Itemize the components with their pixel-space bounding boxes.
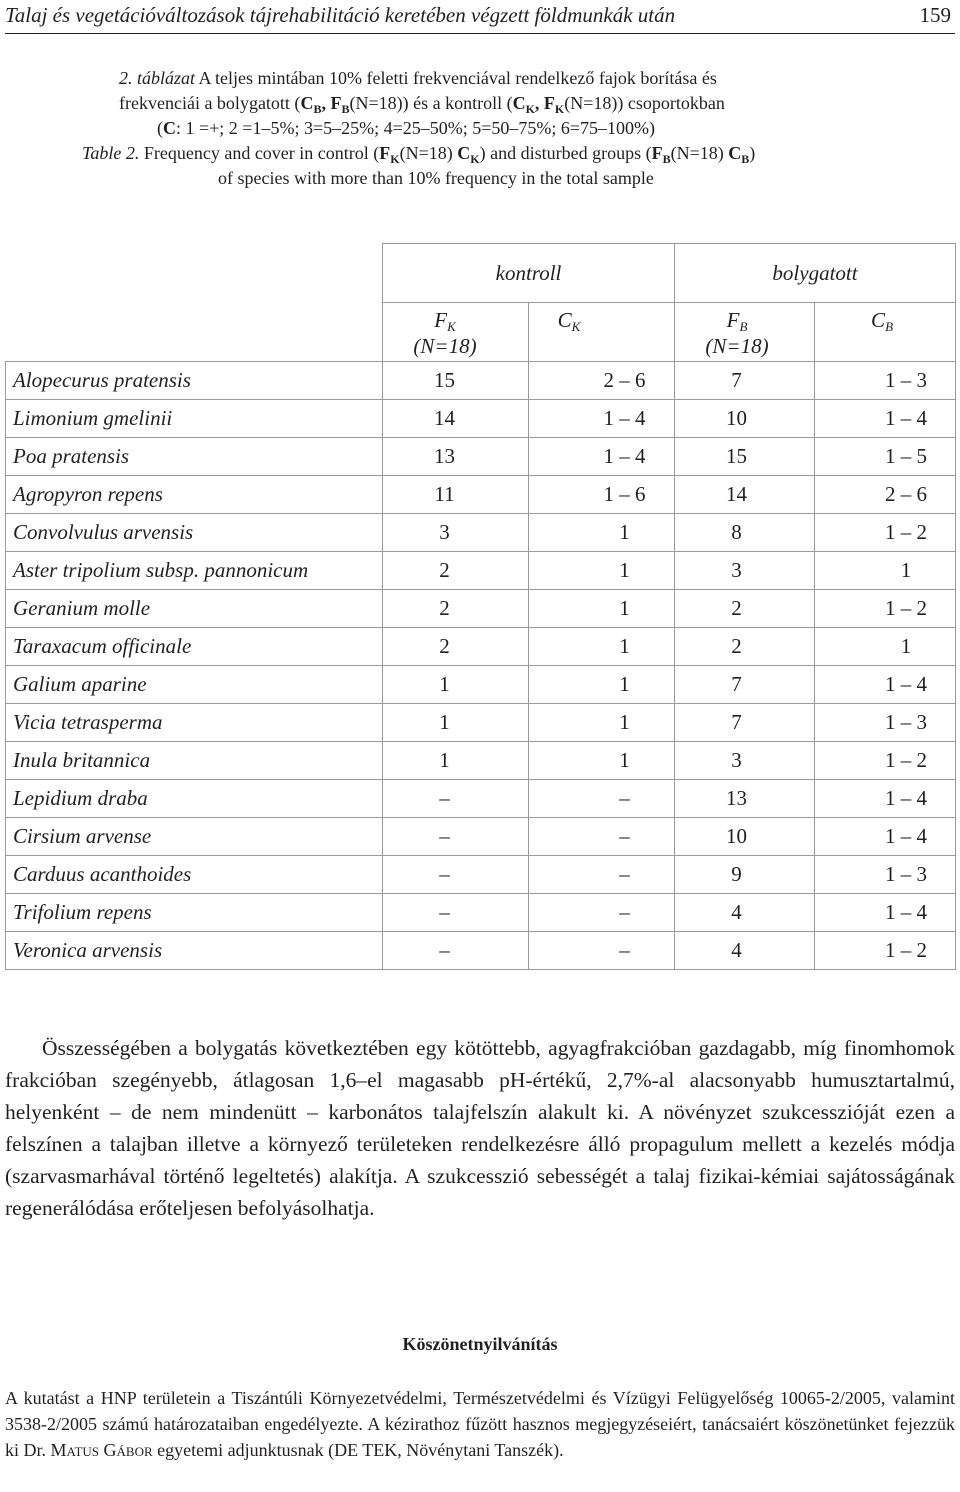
table-corner xyxy=(6,244,383,303)
species-name: Inula britannica xyxy=(6,742,383,780)
col-fk: $F_K$ (N=18) xyxy=(383,303,529,362)
cb-value: 1 – 5 xyxy=(815,438,956,476)
fk-value: 2 xyxy=(383,590,529,628)
species-name: Limonium gmelinii xyxy=(6,400,383,438)
ck-value: 1 xyxy=(529,704,675,742)
column-header-row xyxy=(6,303,956,362)
table-row xyxy=(6,894,956,932)
caption-hu-line-1: 2. táblázat A teljes mintában 10% feletti frekvenciával rendelkező fajok borítása és xyxy=(119,68,717,88)
species-name: Veronica arvensis xyxy=(6,932,383,970)
ck-value: 1 xyxy=(529,552,675,590)
cb-value: 1 – 4 xyxy=(815,780,956,818)
caption-hu-line-2: frekvenciái a bolygatott ($C_B$, $F_B(N=18)$) és a kontroll ($C_K$, $F_K(N=18)$) csoportokban xyxy=(119,93,725,116)
ck-value: – xyxy=(529,818,675,856)
species-name: Aster tripolium subsp. pannonicum xyxy=(6,552,383,590)
table-row xyxy=(6,438,956,476)
body-paragraph: Összességében a bolygatás következtében egy kötöttebb, agyagfrakcióban gazdagabb, míg finomhomok frakcióban szegényebb, átlagosan 1,6–el magasabb pH-értékű, 2,7%-al alacsonyabb humusztartalmú, helyenként – de nem mindenütt – karbonátos talajfelszín alakult ki. A növényzet szukcesszióját ezen a felszínen a talajban illetve a környező területeken rendelkezésre álló propagulum mellett a kezelés módja (szarvasmarhával történő legeltetés) alakítja. A szukcesszió sebességét a talaj fizikai-kémiai sajátosságának regenerálódása erőteljesen befolyásolhatja. xyxy=(5,1036,955,1220)
fk-value: 14 xyxy=(383,400,529,438)
cb-value: 1 – 4 xyxy=(815,666,956,704)
table-row xyxy=(6,476,956,514)
page-number: 159 xyxy=(919,3,951,27)
cb-value: 1 – 2 xyxy=(815,590,956,628)
fk-value: – xyxy=(383,932,529,970)
species-name: Agropyron repens xyxy=(6,476,383,514)
fk-value: 2 xyxy=(383,552,529,590)
table-row xyxy=(6,704,956,742)
fb-value: 10 xyxy=(675,400,815,438)
species-name: Galium aparine xyxy=(6,666,383,704)
acknowledgement-title: Köszönetnyilvánítás xyxy=(402,1334,558,1354)
table-row xyxy=(6,780,956,818)
fb-value: 7 xyxy=(675,704,815,742)
table-row xyxy=(6,628,956,666)
col-fb: $F_B$ (N=18) xyxy=(675,303,815,362)
fb-value: 14 xyxy=(675,476,815,514)
caption-hu-label: 2. táblázat xyxy=(119,68,196,88)
fb-value: 7 xyxy=(675,362,815,400)
cb-value: 1 – 4 xyxy=(815,400,956,438)
fb-value: 10 xyxy=(675,818,815,856)
species-name: Geranium molle xyxy=(6,590,383,628)
ck-value: 1 – 4 xyxy=(529,438,675,476)
fk-value: 15 xyxy=(383,362,529,400)
fb-value: 2 xyxy=(675,590,815,628)
caption-hu-line-3: (C: 1 =+; 2 =1–5%; 3=5–25%; 4=25–50%; 5=50–75%; 6=75–100%) xyxy=(157,118,656,138)
cb-value: 1 – 2 xyxy=(815,514,956,552)
cb-value: 1 – 4 xyxy=(815,818,956,856)
caption-en-line-2: of species with more than 10% frequency in the total sample xyxy=(218,168,654,188)
fb-value: 8 xyxy=(675,514,815,552)
caption-en-label: Table 2. xyxy=(82,143,140,163)
cb-value: 1 – 2 xyxy=(815,742,956,780)
ck-value: 1 xyxy=(529,590,675,628)
fk-value: – xyxy=(383,856,529,894)
fk-value: 11 xyxy=(383,476,529,514)
fb-value: 4 xyxy=(675,932,815,970)
species-name: Taraxacum officinale xyxy=(6,628,383,666)
ck-value: 1 – 6 xyxy=(529,476,675,514)
species-table xyxy=(5,243,956,970)
ck-value: – xyxy=(529,894,675,932)
header-rule xyxy=(5,33,955,34)
species-name: Vicia tetrasperma xyxy=(6,704,383,742)
table-row xyxy=(6,590,956,628)
fk-value: 1 xyxy=(383,704,529,742)
group-kontroll: kontroll xyxy=(383,244,675,303)
cb-value: 1 – 3 xyxy=(815,362,956,400)
species-name: Carduus acanthoides xyxy=(6,856,383,894)
fk-value: 13 xyxy=(383,438,529,476)
species-name: Alopecurus pratensis xyxy=(6,362,383,400)
species-name: Lepidium draba xyxy=(6,780,383,818)
table-row xyxy=(6,514,956,552)
table-row xyxy=(6,362,956,400)
ck-value: – xyxy=(529,780,675,818)
ck-value: 1 xyxy=(529,666,675,704)
ck-value: 1 – 4 xyxy=(529,400,675,438)
ck-value: 1 xyxy=(529,628,675,666)
col-cb: $C_B$ xyxy=(815,303,956,362)
table-row xyxy=(6,932,956,970)
fb-value: 3 xyxy=(675,742,815,780)
group-header-row xyxy=(6,244,956,303)
table-row xyxy=(6,856,956,894)
acknowledgement-text: A kutatást a HNP területein a Tiszántúli Környezetvédelmi, Természetvédelmi és Vízügyi Felügyelőség 10065-2/2005, valamint 3538-2/2005 számú határozataiban engedélyezte. A kézirathoz fűzött hasznos megjegyzéseiért, tanácsaiért köszönetünket fejezzük ki Dr. Matus Gábor egyetemi adjunktusnak (DE TEK, Növénytani Tanszék). xyxy=(5,1388,955,1460)
cb-value: 1 – 4 xyxy=(815,894,956,932)
cb-value: 1 – 3 xyxy=(815,704,956,742)
fk-value: 2 xyxy=(383,628,529,666)
group-bolygatott: bolygatott xyxy=(675,244,956,303)
fk-value: – xyxy=(383,894,529,932)
cb-value: 1 xyxy=(815,552,956,590)
species-name: Cirsium arvense xyxy=(6,818,383,856)
col-ck: $C_K$ xyxy=(529,303,675,362)
running-header xyxy=(5,0,955,34)
fk-value: – xyxy=(383,818,529,856)
fk-value: 1 xyxy=(383,742,529,780)
table-row xyxy=(6,818,956,856)
cb-value: 1 – 2 xyxy=(815,932,956,970)
cb-value: 1 xyxy=(815,628,956,666)
species-name: Poa pratensis xyxy=(6,438,383,476)
fb-value: 13 xyxy=(675,780,815,818)
fb-value: 9 xyxy=(675,856,815,894)
running-title: Talaj és vegetációváltozások tájrehabilitáció keretében végzett földmunkák után xyxy=(5,3,676,27)
species-name: Convolvulus arvensis xyxy=(6,514,383,552)
table-row xyxy=(6,552,956,590)
fk-value: 1 xyxy=(383,666,529,704)
species-column-header xyxy=(6,303,383,362)
fb-value: 7 xyxy=(675,666,815,704)
ck-value: – xyxy=(529,856,675,894)
fk-value: 3 xyxy=(383,514,529,552)
ck-value: 1 xyxy=(529,514,675,552)
fb-value: 4 xyxy=(675,894,815,932)
fb-value: 15 xyxy=(675,438,815,476)
table-row xyxy=(6,400,956,438)
cb-value: 1 – 3 xyxy=(815,856,956,894)
cb-value: 2 – 6 xyxy=(815,476,956,514)
ck-value: 1 xyxy=(529,742,675,780)
caption-en-line-1: Table 2. Frequency and cover in control ($F_K(N=18)$ $C_K$) and disturbed groups ($F_B(N=18)$ $C_B$) xyxy=(82,143,756,166)
acknowledged-person: Matus Gábor xyxy=(50,1440,153,1460)
ck-value: – xyxy=(529,932,675,970)
species-name: Trifolium repens xyxy=(6,894,383,932)
fb-value: 2 xyxy=(675,628,815,666)
table-row xyxy=(6,666,956,704)
ck-value: 2 – 6 xyxy=(529,362,675,400)
fb-value: 3 xyxy=(675,552,815,590)
fk-value: – xyxy=(383,780,529,818)
table-row xyxy=(6,742,956,780)
table-caption xyxy=(82,66,882,191)
